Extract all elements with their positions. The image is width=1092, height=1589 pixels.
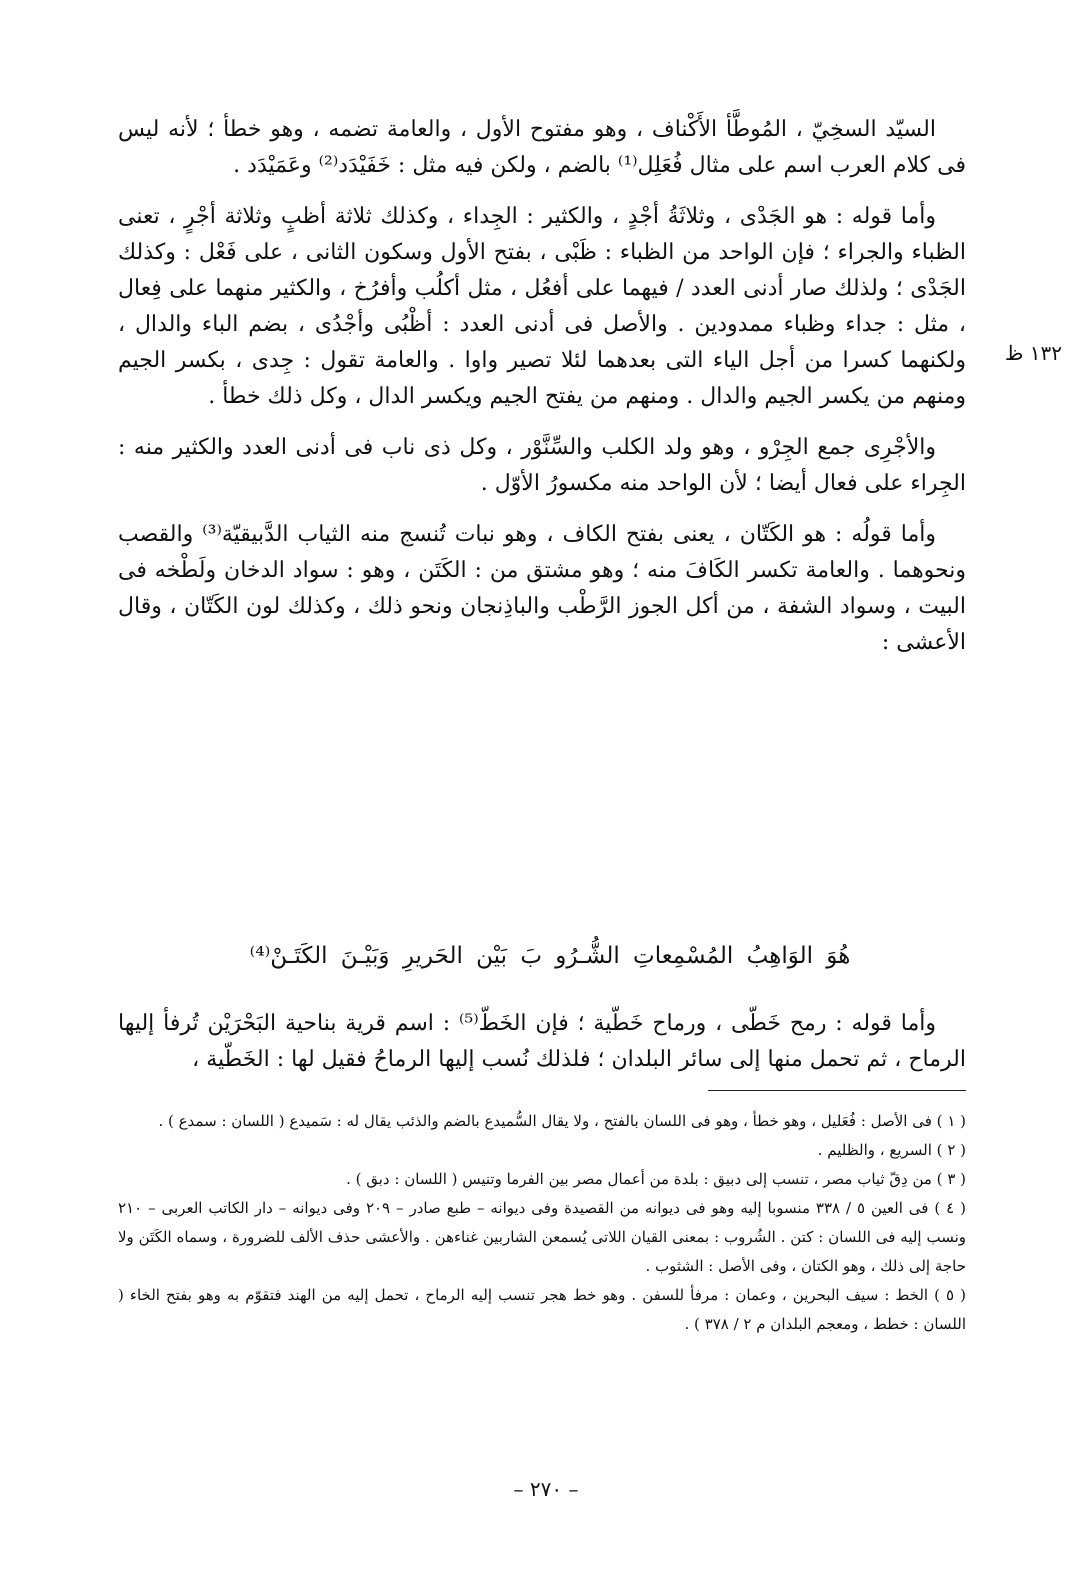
- footnote-5: ( ٥ ) الخط : سيف البحرين ، وعمان : مرفأ للسفن . وهو خط هجر تنسب إليه الرماح ، تحمل إليه من الهند فتقوّم به وهو بفتح الخاء ( اللسان : خطط ، ومعجم البلدان م ٢ / ٣٧٨ ) .: [118, 1286, 966, 1333]
- paragraph-4: وأما قولُه : هو الكَتّان ، يعنى بفتح الكاف ، وهو نبات تُنسج منه الثياب الدَّبيقيّة⁽³⁾ والقصب ونحوهما . والعامة تكسر الكَافَ منه ؛ وهو مشتق من : الكَتَن ، وهو : سواد الدخان ولَطْخه فى البيت ، وسواد الشفة ، من أكل الجوز الرَّطْب والباذِنجان ونحو ذلك ، وكذلك لون الكَتّان ، وقال الأعشى :: [118, 522, 966, 655]
- margin-folio-note: ١٣٢ ظ: [1004, 341, 1062, 365]
- main-text: [118, 112, 966, 676]
- main-text-continued: [118, 1006, 966, 1078]
- footnote-3: ( ٣ ) من دِقّ ثياب مصر ، تنسب إلى دبيق : بلدة من أعمال مصر بين الفرما وتنيس ( اللسان : دبق ) .: [346, 1170, 966, 1188]
- paragraph-3: والأجْرِى جمع الجِرْو ، وهو ولد الكلب والسِّنَّوْر ، وكل ذى ناب فى أدنى العدد والكثير منه : الجِراء على فعال أيضا ؛ لأن الواحد منه مكسورُ الأوّل .: [118, 435, 966, 496]
- footnote-1: ( ١ ) فى الأصل : فُعَليل ، وهو خطأ ، وهو فى اللسان بالفتح ، ولا يقال السُّميدع بالضم والذئب يقال له : سَميدع ( اللسان : سمدع ) .: [158, 1112, 966, 1130]
- page-number: – ٢٧٠ –: [513, 1477, 579, 1501]
- poetry-verse: هُوَ الوَاهِبُ المُسْمِعاتِ الشُّـرُو بَ بَيْن الحَريرِ وَبَيْـنَ الكَتَـنْ⁽⁴⁾: [249, 943, 851, 969]
- footnote-4: ( ٤ ) فى العين ٥ / ٣٣٨ منسوبا إليه وهو فى ديوانه من القصيدة وفى ديوانه – طبع صادر – ٢٠٩ وفى ديوانه – دار الكاتب العربى – ٢١٠ ونسب إليه فى اللسان : كتن . الشُروب : بمعنى القيان اللاتى يُسمعن الشاربين غناءهن . والأعشى حذف الألف للضرورة ، وسماه الكَتَن ولا حاجة إلى ذلك ، وهو الكتان ، وفى الأصل : الشثوب .: [118, 1199, 966, 1275]
- paragraph-2: وأما قوله : هو الجَدْى ، وثلاثَةُ أجْدٍ ، والكثير : الجِداء ، وكذلك ثلاثة أظبٍ وثلاثة أجْرٍ ، تعنى الظباء والجراء ؛ فإن الواحد من الظباء : ظَبْى ، بفتح الأول وسكون الثانى ، على فَعْل : وكذلك الجَدْى ؛ ولذلك صار أدنى العدد / فيهما على أفعُل ، مثل أكلُب وأفرُخ ، والكثير منهما على فِعال ، مثل : جداء وظباء ممدودين . والأصل فى أدنى العدد : أظْبُى وأجْدُى ، بضم الباء والدال ، ولكنهما كسرا من أجل الياء التى بعدهما لئلا تصير واوا . والعامة تقول : جِدى ، بكسر الجيم ومنهم من يكسر الجيم والدال . ومنهم من يفتح الجيم ويكسر الدال ، وكل ذلك خطأ .: [118, 204, 966, 409]
- footnote-2: ( ٢ ) السريع ، والظليم .: [817, 1141, 966, 1159]
- paragraph-1: السيّد السخِيّ ، المُوطَّأ الأَكْناف ، وهو مفتوح الأول ، والعامة تضمه ، وهو خطأ ؛ لأنه ليس فى كلام العرب اسم على مثال فُعَلِل⁽¹⁾ بالضم ، ولكن فيه مثل : خَفَيْدَد⁽²⁾ وعَمَيْدَد .: [118, 117, 966, 178]
- paragraph-5: وأما قوله : رمح خَطّى ، ورماح خَطّية ؛ فإن الخَطّ⁽⁵⁾ : اسم قرية بناحية البَحْرَيْن تُرفأ إليها الرماح ، ثم تحمل منها إلى سائر البلدان ؛ فلذلك نُسب إليها الرماحُ فقيل لها : الخَطّية ،: [118, 1011, 966, 1072]
- footnotes: [118, 1107, 966, 1339]
- footnote-separator: [708, 1090, 966, 1091]
